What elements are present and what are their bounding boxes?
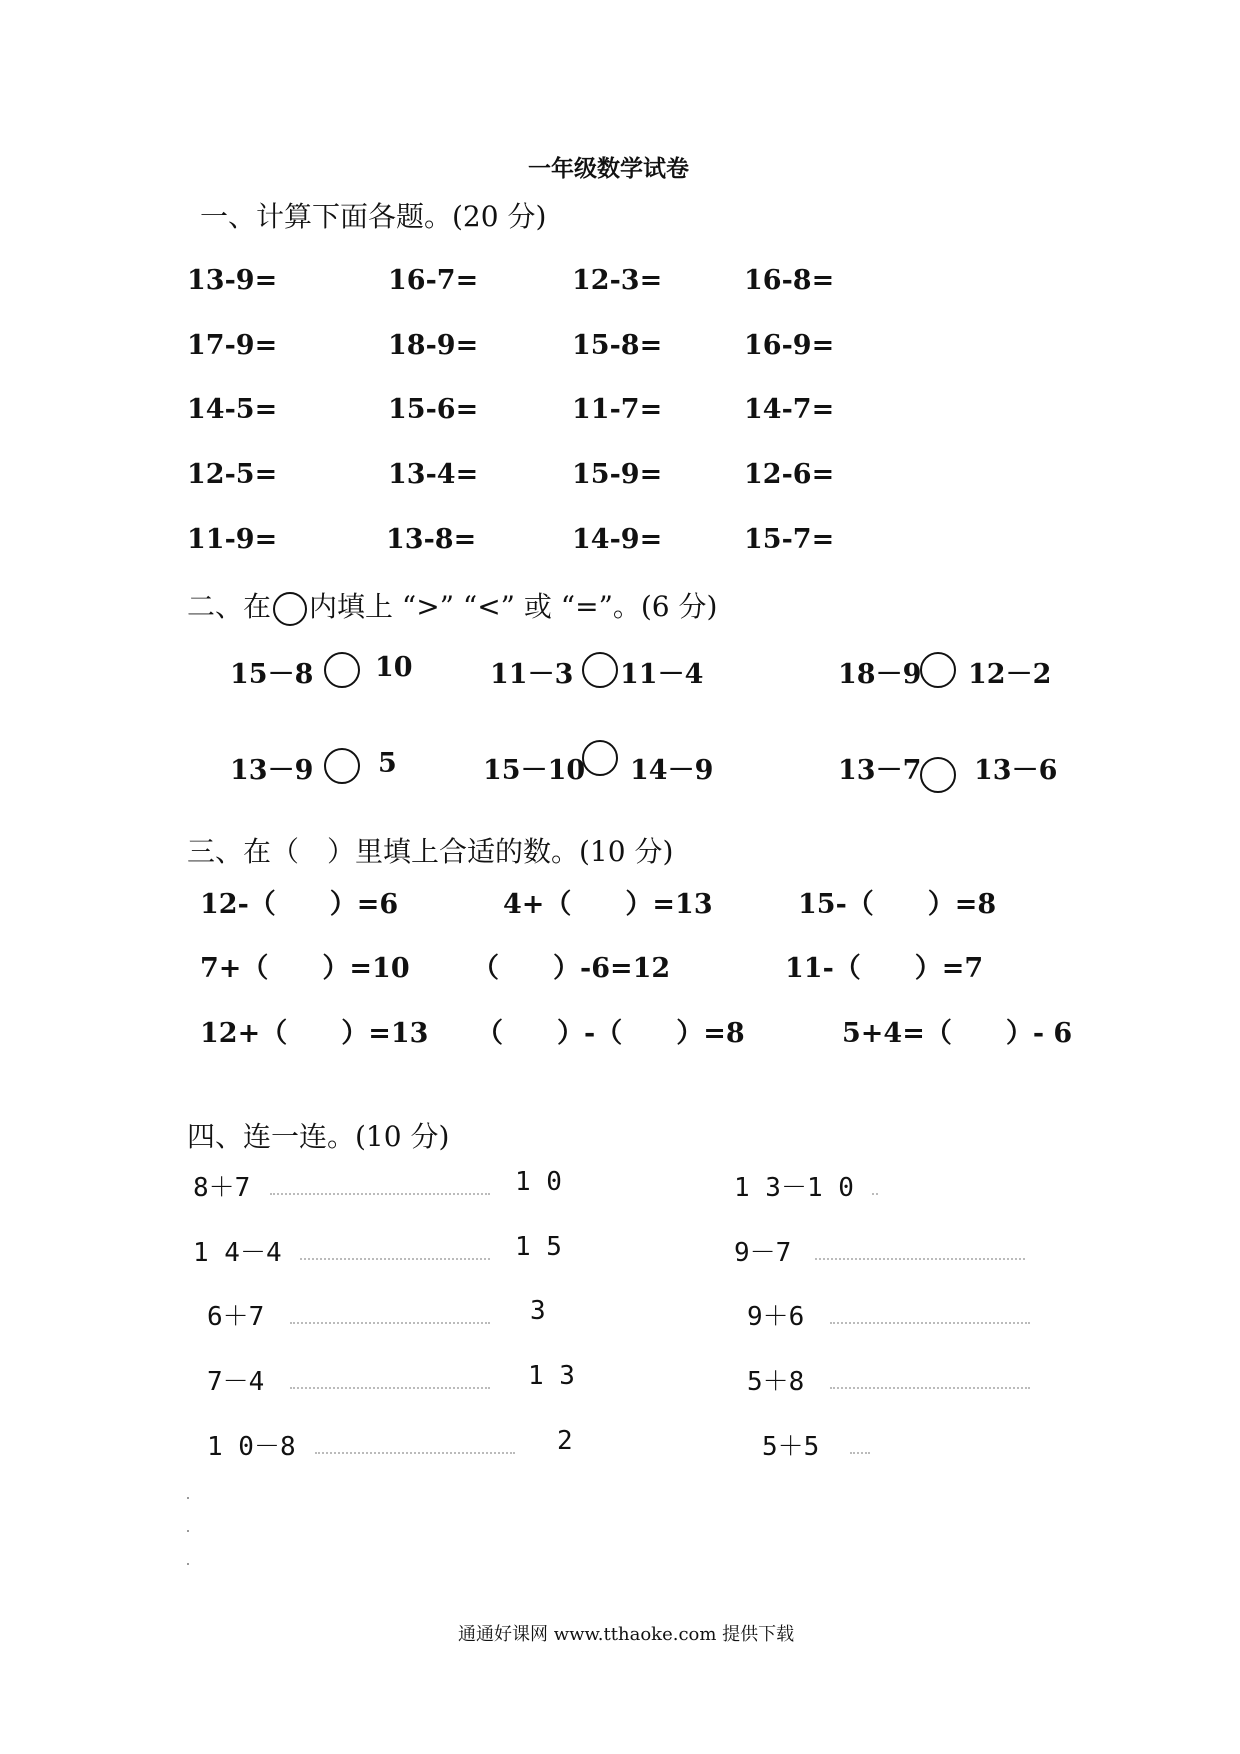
compare-left: 13－7 — [838, 755, 922, 786]
calc-problem: 13-8= — [386, 524, 477, 555]
fill-blank-item: 11-（ ）=7 — [785, 953, 984, 984]
calc-problem: 15-7= — [744, 524, 835, 555]
dotted-line — [830, 1322, 1030, 1324]
dotted-line — [815, 1258, 1025, 1260]
calc-problem: 13-9= — [187, 265, 278, 296]
match-right-expr: 1 3－1 0 — [734, 1173, 854, 1203]
match-left-expr: 1 0－8 — [207, 1432, 296, 1462]
section-2-heading — [187, 585, 717, 626]
calc-problem: 16-7= — [388, 265, 479, 296]
compare-circle[interactable] — [324, 652, 360, 688]
calc-problem: 11-9= — [187, 524, 278, 555]
calc-problem: 15-8= — [572, 330, 663, 361]
page-footer: 通通好课网 www.tthaoke.com 提供下载 — [458, 1624, 795, 1645]
calc-problem: 12-3= — [572, 265, 663, 296]
scan-speck — [187, 1530, 189, 1532]
compare-circle[interactable] — [920, 652, 956, 688]
calc-problem: 16-8= — [744, 265, 835, 296]
match-left-expr: 7－4 — [207, 1367, 265, 1397]
fill-blank-item: （ ）-6=12 — [472, 953, 671, 984]
scan-speck — [187, 1563, 189, 1565]
dotted-line — [315, 1452, 515, 1454]
calc-problem: 13-4= — [388, 459, 479, 490]
match-right-expr: 5＋5 — [762, 1432, 820, 1462]
calc-problem: 18-9= — [388, 330, 479, 361]
calc-problem: 12-6= — [744, 459, 835, 490]
fill-blank-item: 5+4=（ ）- 6 — [842, 1018, 1073, 1049]
scan-speck — [187, 1497, 189, 1499]
compare-left: 13－9 — [230, 755, 314, 786]
match-left-expr: 8＋7 — [193, 1173, 251, 1203]
fill-blank-item: 7+（ ）=10 — [200, 953, 410, 984]
match-right-expr: 5＋8 — [747, 1367, 805, 1397]
compare-circle[interactable] — [582, 652, 618, 688]
compare-left: 11－3 — [490, 659, 574, 690]
match-number: 3 — [530, 1296, 546, 1326]
fill-blank-item: 12-（ ）=6 — [200, 889, 399, 920]
compare-left: 15－10 — [483, 755, 586, 786]
match-number: 1 0 — [515, 1167, 562, 1197]
calc-problem: 15-6= — [388, 394, 479, 425]
compare-circle[interactable] — [324, 748, 360, 784]
dotted-line — [872, 1193, 878, 1195]
compare-right: 13－6 — [974, 755, 1058, 786]
compare-left: 15－8 — [230, 659, 314, 690]
fill-blank-item: （ ）-（ ）=8 — [476, 1018, 745, 1049]
match-left-expr: 1 4－4 — [193, 1238, 282, 1268]
fill-blank-item: 15-（ ）=8 — [798, 889, 997, 920]
calc-problem: 14-9= — [572, 524, 663, 555]
section-2-heading-prefix: 二、在 — [187, 590, 272, 623]
page-title: 一年级数学试卷 — [528, 155, 689, 182]
compare-left: 18－9 — [838, 659, 922, 690]
calc-problem: 16-9= — [744, 330, 835, 361]
compare-right: 11－4 — [620, 659, 704, 690]
compare-right: 5 — [378, 748, 397, 779]
calc-problem: 14-5= — [187, 394, 278, 425]
dotted-line — [830, 1387, 1030, 1389]
compare-right: 10 — [375, 652, 413, 683]
calc-problem: 12-5= — [187, 459, 278, 490]
section-4-heading: 四、连一连。(10 分) — [187, 1120, 450, 1153]
section-3-heading: 三、在（ ）里填上合适的数。(10 分) — [187, 835, 674, 868]
dotted-line — [850, 1452, 870, 1454]
fill-blank-item: 12+（ ）=13 — [200, 1018, 429, 1049]
match-number: 2 — [557, 1426, 573, 1456]
match-left-expr: 6＋7 — [207, 1302, 265, 1332]
dotted-line — [290, 1387, 490, 1389]
match-right-expr: 9＋6 — [747, 1302, 805, 1332]
calc-problem: 14-7= — [744, 394, 835, 425]
compare-right: 12－2 — [968, 659, 1052, 690]
match-right-expr: 9－7 — [734, 1238, 792, 1268]
section-2-heading-suffix: 内填上 “>” “<” 或 “=”。(6 分) — [309, 590, 718, 623]
compare-circle[interactable] — [920, 757, 956, 793]
match-number: 1 5 — [515, 1232, 562, 1262]
calc-problem: 15-9= — [572, 459, 663, 490]
match-number: 1 3 — [528, 1361, 575, 1391]
compare-right: 14－9 — [630, 755, 714, 786]
circle-icon — [273, 592, 307, 626]
calc-problem: 11-7= — [572, 394, 663, 425]
compare-circle[interactable] — [582, 740, 618, 776]
fill-blank-item: 4+（ ）=13 — [503, 889, 713, 920]
dotted-line — [290, 1322, 490, 1324]
dotted-line — [270, 1193, 490, 1195]
section-1-heading: 一、计算下面各题。(20 分) — [200, 200, 547, 233]
calc-problem: 17-9= — [187, 330, 278, 361]
dotted-line — [300, 1258, 490, 1260]
